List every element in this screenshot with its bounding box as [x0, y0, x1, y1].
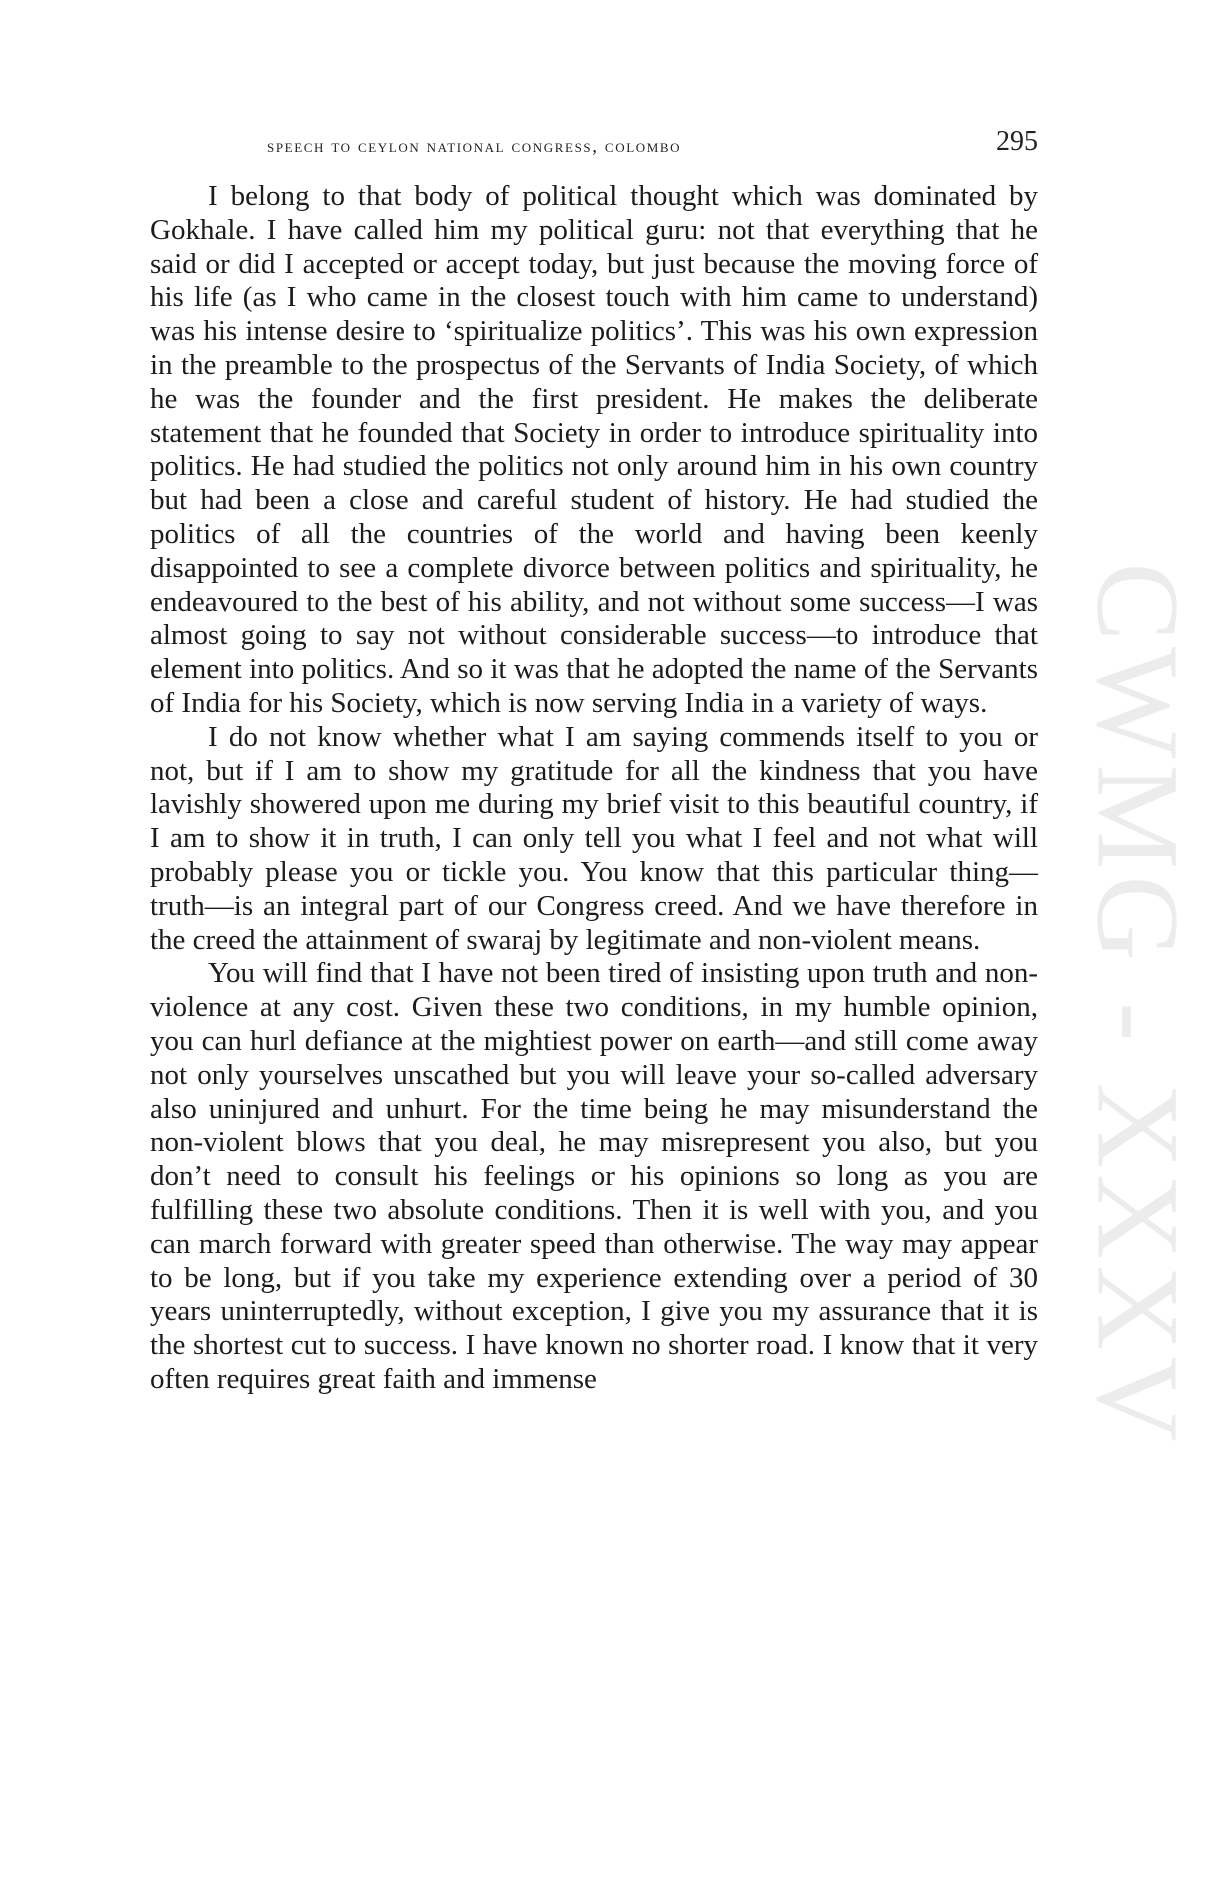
- body-text: [150, 180, 1038, 1397]
- page-number: 295: [996, 126, 1038, 157]
- running-title: speech to ceylon national congress, colombo: [267, 136, 682, 157]
- paragraph-gratitude: I do not know whether what I am saying commends itself to you or not, but if I am to show my gratitude for all the kindness that you have lavishly showered upon me during my brief visit to this beautiful country, if I am to show it in truth, I can only tell you what I feel and not what will probably please you or tickle you. You know that this particular thing—truth—is an integral part of our Congress creed. And we have therefore in the creed the attainment of swaraj by legitimate and non-violent means.: [150, 720, 1038, 956]
- page-header: [150, 126, 1038, 166]
- paragraph-gokhale: I belong to that body of political thought which was dominated by Gokhale. I have called him my political guru: not that everything that he said or did I accepted or accept today, but just because the moving force of his life (as I who came in the closest touch with him came to understand) was his intense desire to ‘spiritualize politics’. This was his own expression in the preamble to the prospectus of the Servants of India Society, of which he was the founder and the first president. He makes the deliberate statement that he founded that Society in order to introduce spirituality into politics. He had studied the politics not only around him in his own country but had been a close and careful student of history. He had studied the politics of all the countries of the world and having been keenly disappointed to see a complete divorce between politics and spirituality, he endeavoured to the best of his ability, and not without some success—I was almost going to say not without considerable success—to introduce that element into politics. And so it was that he adopted the name of the Servants of India for his Society, which is now serving India in a variety of ways.: [150, 180, 1038, 719]
- watermark-text: CWMG - XXXV: [1073, 562, 1204, 1448]
- paragraph-truth-non-violence: You will find that I have not been tired of insisting upon truth and non-violence at any cost. Given these two conditions, in my humble opinion, you can hurl defiance at the mightiest power on earth—and still come away not only yourselves unscathed but you will leave your so-called adversary also uninjured and unhurt. For the time being he may misunderstand the non-violent blows that you deal, he may misrepresent you also, but you don’t need to consult his feelings or his opinions so long as you are fulfilling these two absolute conditions. Then it is well with you, and you can march forward with greater speed than otherwise. The way may appear to be long, but if you take my experience extending over a period of 30 years uninterruptedly, without exception, I give you my assurance that it is the shortest cut to success. I have known no shorter road. I know that it very often requires great faith and immense: [150, 957, 1038, 1395]
- cwmg-watermark: [1068, 440, 1208, 1570]
